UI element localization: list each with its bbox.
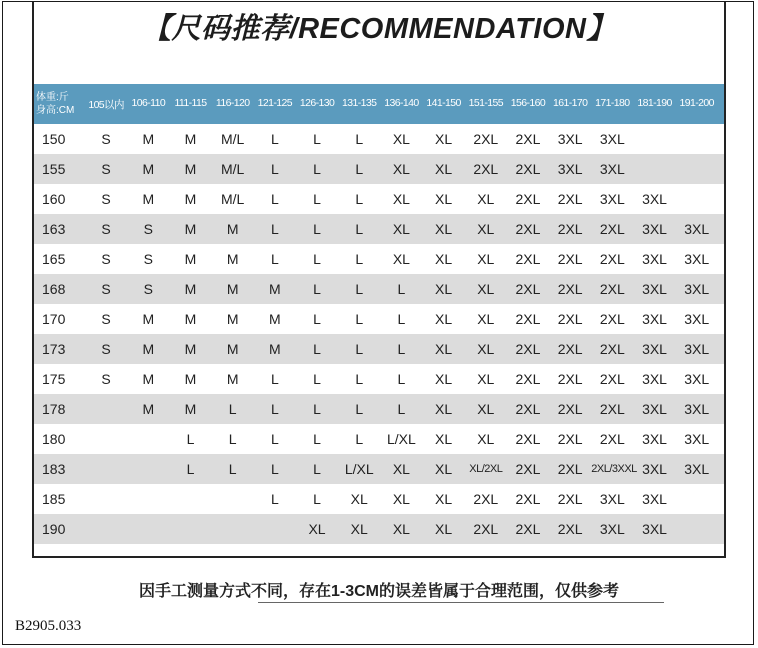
corner-weight-label: 体重:斤 — [36, 92, 69, 103]
size-cell: 2XL — [515, 161, 541, 177]
height-cell: 173 — [42, 341, 66, 357]
size-cell: 2XL — [515, 431, 541, 447]
size-cell: L — [313, 491, 321, 507]
size-cell: L — [270, 401, 279, 417]
size-cell: XL — [435, 161, 453, 177]
size-cell: M — [184, 341, 197, 357]
size-cell: S — [143, 281, 153, 297]
size-cell: 2XL — [557, 371, 583, 387]
size-cell: S — [101, 311, 111, 327]
size-cell: XL — [477, 341, 495, 357]
size-cell: L — [270, 431, 279, 447]
corner-height-label: 身高:CM — [36, 105, 75, 116]
size-cell: L — [397, 281, 406, 297]
table-row — [34, 514, 724, 544]
size-cell: 3XL — [642, 491, 667, 507]
size-cell: 3XL — [684, 251, 710, 267]
size-cell: 2XL — [515, 521, 541, 537]
size-cell: L — [313, 251, 321, 267]
size-cell: XL/2XL — [469, 463, 503, 475]
height-cell: 163 — [42, 221, 66, 237]
size-cell: 3XL — [642, 251, 667, 267]
size-cell: M — [269, 341, 281, 357]
size-cell: M — [226, 371, 239, 387]
size-cell: XL — [477, 401, 495, 417]
size-cell: 3XL — [642, 311, 667, 327]
table-row — [34, 274, 724, 304]
height-cell: 160 — [42, 191, 66, 207]
size-cell: 2XL — [599, 371, 625, 387]
weight-header: 126-130 — [299, 96, 335, 109]
size-cell: L — [355, 401, 364, 417]
size-cell: S — [101, 371, 111, 387]
size-cell: 2XL — [557, 191, 583, 207]
size-cell: 2XL — [557, 521, 583, 537]
size-cell: L — [313, 161, 321, 177]
size-cell: 2XL — [515, 281, 541, 297]
size-cell: 2XL — [599, 401, 625, 417]
size-cell: XL — [477, 371, 495, 387]
size-cell: L — [397, 371, 406, 387]
table-row — [34, 214, 724, 244]
size-cell: 3XL — [684, 221, 710, 237]
size-cell: L — [186, 431, 195, 447]
height-cell: 180 — [42, 431, 66, 447]
weight-header: 111-115 — [174, 96, 207, 109]
size-cell: 2XL — [473, 131, 499, 147]
weight-header: 171-180 — [595, 96, 630, 109]
page-title: 【尺码推荐/RECOMMENDATION】 — [142, 13, 616, 45]
weight-header: 131-135 — [342, 96, 377, 109]
table-row — [34, 394, 724, 424]
size-cell: XL — [435, 371, 453, 387]
size-cell: 2XL — [599, 311, 625, 327]
size-cell: XL — [477, 251, 495, 267]
size-cell: M — [184, 161, 197, 177]
size-cell: L — [355, 311, 364, 327]
size-cell: M — [269, 281, 281, 297]
size-cell: M — [226, 251, 239, 267]
size-cell: 2XL — [515, 311, 541, 327]
size-cell: 2XL — [599, 341, 625, 357]
size-cell: 2XL — [557, 401, 583, 417]
table-row — [34, 484, 724, 514]
size-cell: L — [186, 461, 195, 477]
size-cell: 3XL — [642, 341, 667, 357]
weight-header: 181-190 — [637, 96, 672, 109]
size-cell: L — [355, 221, 364, 237]
size-cell: L — [270, 161, 279, 177]
size-cell: 2XL — [557, 311, 583, 327]
weight-header: 136-140 — [384, 96, 419, 109]
size-cell: 3XL — [642, 461, 667, 477]
height-cell: 150 — [42, 131, 66, 147]
size-cell: L — [313, 461, 321, 477]
size-cell: 2XL — [557, 341, 583, 357]
weight-header: 141-150 — [426, 96, 461, 109]
size-cell: XL — [392, 191, 410, 207]
size-cell: XL — [392, 491, 410, 507]
weight-header: 105以内 — [88, 98, 124, 111]
size-cell: XL — [435, 521, 453, 537]
size-cell: L — [397, 341, 406, 357]
size-cell: M — [184, 311, 197, 327]
size-cell: M — [142, 131, 155, 147]
size-cell: XL — [350, 491, 368, 507]
size-cell: L — [270, 461, 279, 477]
size-cell: S — [101, 131, 111, 147]
size-cell: M — [184, 131, 197, 147]
size-cell: S — [101, 191, 111, 207]
size-cell: XL — [477, 191, 495, 207]
height-cell: 178 — [42, 401, 66, 417]
size-cell: L — [355, 371, 364, 387]
size-cell: M — [142, 161, 155, 177]
size-cell: M — [142, 191, 155, 207]
size-cell: M — [226, 311, 239, 327]
size-cell: XL — [392, 131, 410, 147]
weight-header: 121-125 — [257, 96, 293, 109]
size-cell: L — [270, 371, 279, 387]
size-cell: L/XL — [387, 431, 416, 447]
size-cell: 2XL — [515, 251, 541, 267]
size-cell: 3XL — [684, 341, 710, 357]
size-cell: 2XL — [515, 221, 541, 237]
table-body — [34, 124, 724, 544]
size-cell: S — [101, 221, 111, 237]
size-cell: 3XL — [599, 491, 625, 507]
size-cell: 3XL — [684, 401, 710, 417]
size-cell: 2XL — [515, 371, 541, 387]
size-cell: S — [143, 251, 153, 267]
size-cell: XL — [435, 131, 453, 147]
size-cell: XL — [392, 161, 410, 177]
size-cell: XL — [435, 341, 453, 357]
table-row — [34, 184, 724, 214]
size-cell: L — [228, 431, 237, 447]
size-cell: L — [313, 281, 321, 297]
size-cell: M — [184, 371, 197, 387]
size-cell: 3XL — [599, 521, 625, 537]
table-row — [34, 364, 724, 394]
table-row — [34, 424, 724, 454]
size-cell: 2XL — [557, 251, 583, 267]
size-cell: L/XL — [344, 461, 374, 477]
size-cell: M — [184, 191, 197, 207]
size-cell: 2XL — [557, 431, 583, 447]
size-cell: L — [313, 311, 321, 327]
height-cell: 168 — [42, 281, 66, 297]
size-cell: L — [355, 281, 364, 297]
size-cell: XL — [435, 401, 453, 417]
size-cell: L — [355, 131, 364, 147]
product-code: B2905.033 — [15, 618, 82, 634]
size-cell: M — [142, 371, 155, 387]
weight-header: 191-200 — [679, 96, 714, 109]
size-cell: 2XL — [515, 461, 541, 477]
size-cell: XL — [435, 251, 453, 267]
size-cell: 3XL — [684, 371, 710, 387]
size-cell: L — [355, 341, 364, 357]
size-cell: L — [355, 431, 364, 447]
table-row — [34, 454, 724, 484]
size-cell: L — [355, 251, 364, 267]
size-cell: M — [269, 311, 281, 327]
size-cell: 3XL — [684, 311, 710, 327]
size-cell: 3XL — [599, 131, 625, 147]
height-cell: 155 — [42, 161, 66, 177]
size-cell: 2XL — [557, 491, 583, 507]
size-cell: 3XL — [642, 191, 667, 207]
size-cell: L — [270, 221, 279, 237]
size-cell: M — [184, 221, 197, 237]
size-cell: 3XL — [684, 281, 710, 297]
size-cell: 3XL — [557, 131, 583, 147]
size-cell: 2XL — [473, 521, 499, 537]
size-cell: M — [226, 341, 239, 357]
size-cell: M — [226, 281, 239, 297]
size-cell: 2XL — [515, 131, 541, 147]
size-cell: L — [270, 191, 279, 207]
size-cell: 3XL — [642, 281, 667, 297]
size-cell: L — [355, 161, 364, 177]
size-cell: S — [101, 281, 111, 297]
size-cell: 3XL — [642, 401, 667, 417]
size-cell: XL — [477, 431, 495, 447]
note-underline — [258, 602, 664, 603]
size-cell: M — [184, 401, 197, 417]
size-cell: S — [101, 341, 111, 357]
size-cell: 2XL/3XXL — [591, 463, 637, 475]
weight-header: 106-110 — [131, 96, 166, 109]
size-cell: XL — [435, 191, 453, 207]
size-cell: L — [270, 131, 279, 147]
size-cell: XL — [435, 491, 453, 507]
size-cell: 2XL — [515, 401, 541, 417]
size-cell: L — [313, 131, 321, 147]
size-cell: L — [313, 371, 321, 387]
size-cell: 3XL — [642, 371, 667, 387]
size-cell: M/L — [220, 161, 245, 177]
size-cell: 2XL — [515, 191, 541, 207]
size-cell: XL — [392, 521, 410, 537]
height-cell: 175 — [42, 371, 66, 387]
size-cell: L — [313, 341, 321, 357]
size-cell: 3XL — [684, 431, 710, 447]
size-cell: XL — [435, 281, 453, 297]
size-cell: XL — [392, 251, 410, 267]
size-cell: M/L — [220, 191, 245, 207]
size-cell: 2XL — [557, 461, 583, 477]
size-cell: 3XL — [557, 161, 583, 177]
size-cell: M — [226, 221, 239, 237]
height-cell: 185 — [42, 491, 66, 507]
size-cell: XL — [392, 461, 410, 477]
size-cell: 3XL — [642, 221, 667, 237]
height-cell: 190 — [42, 521, 66, 537]
size-cell: L — [397, 401, 406, 417]
size-cell: 3XL — [642, 521, 667, 537]
size-cell: 3XL — [599, 161, 625, 177]
size-cell: XL — [477, 221, 495, 237]
table-header — [34, 84, 724, 124]
table-row — [34, 244, 724, 274]
size-cell: 2XL — [599, 251, 625, 267]
size-cell: S — [101, 251, 111, 267]
size-cell: 3XL — [684, 461, 710, 477]
size-cell: L — [228, 401, 237, 417]
size-cell: 2XL — [515, 491, 541, 507]
size-cell: L — [228, 461, 237, 477]
size-cell: XL — [435, 461, 453, 477]
table-row — [34, 124, 724, 154]
size-cell: XL — [477, 281, 495, 297]
size-cell: L — [397, 311, 406, 327]
size-cell: M — [142, 401, 155, 417]
size-cell: 2XL — [599, 431, 625, 447]
size-cell: M — [142, 341, 155, 357]
size-cell: L — [270, 251, 279, 267]
size-cell: XL — [477, 311, 495, 327]
size-cell: L — [270, 491, 279, 507]
size-cell: XL — [435, 311, 453, 327]
size-cell: L — [313, 221, 321, 237]
table-row — [34, 154, 724, 184]
size-cell: M — [184, 251, 197, 267]
size-cell: S — [101, 161, 111, 177]
size-cell: 2XL — [557, 281, 583, 297]
height-cell: 165 — [42, 251, 66, 267]
size-cell: 2XL — [473, 491, 499, 507]
size-cell: M/L — [220, 131, 245, 147]
measurement-note: 因手工测量方式不同，存在1-3CM的误差皆属于合理范围，仅供参考 — [138, 583, 619, 600]
size-cell: L — [355, 191, 364, 207]
size-cell: 2XL — [515, 341, 541, 357]
size-cell: L — [313, 431, 321, 447]
size-cell: 3XL — [642, 431, 667, 447]
weight-header: 116-120 — [215, 96, 250, 109]
size-cell: 2XL — [557, 221, 583, 237]
size-cell: M — [142, 311, 155, 327]
size-cell: L — [313, 191, 321, 207]
header-corner — [34, 91, 85, 117]
weight-header: 151-155 — [468, 96, 503, 109]
size-cell: 2XL — [599, 281, 625, 297]
size-cell: XL — [435, 431, 453, 447]
size-cell: M — [184, 281, 197, 297]
size-cell: S — [143, 221, 153, 237]
size-cell: 2XL — [599, 221, 625, 237]
height-cell: 183 — [42, 461, 66, 477]
size-cell: 2XL — [473, 161, 499, 177]
table-row — [34, 334, 724, 364]
weight-header: 156-160 — [510, 96, 546, 109]
height-cell: 170 — [42, 311, 66, 327]
size-cell: XL — [435, 221, 453, 237]
size-cell: L — [313, 401, 321, 417]
size-table — [34, 84, 724, 544]
size-cell: XL — [392, 221, 410, 237]
size-cell: 3XL — [599, 191, 625, 207]
table-row — [34, 304, 724, 334]
weight-header: 161-170 — [552, 96, 588, 109]
size-cell: XL — [350, 521, 368, 537]
size-cell: XL — [308, 521, 326, 537]
